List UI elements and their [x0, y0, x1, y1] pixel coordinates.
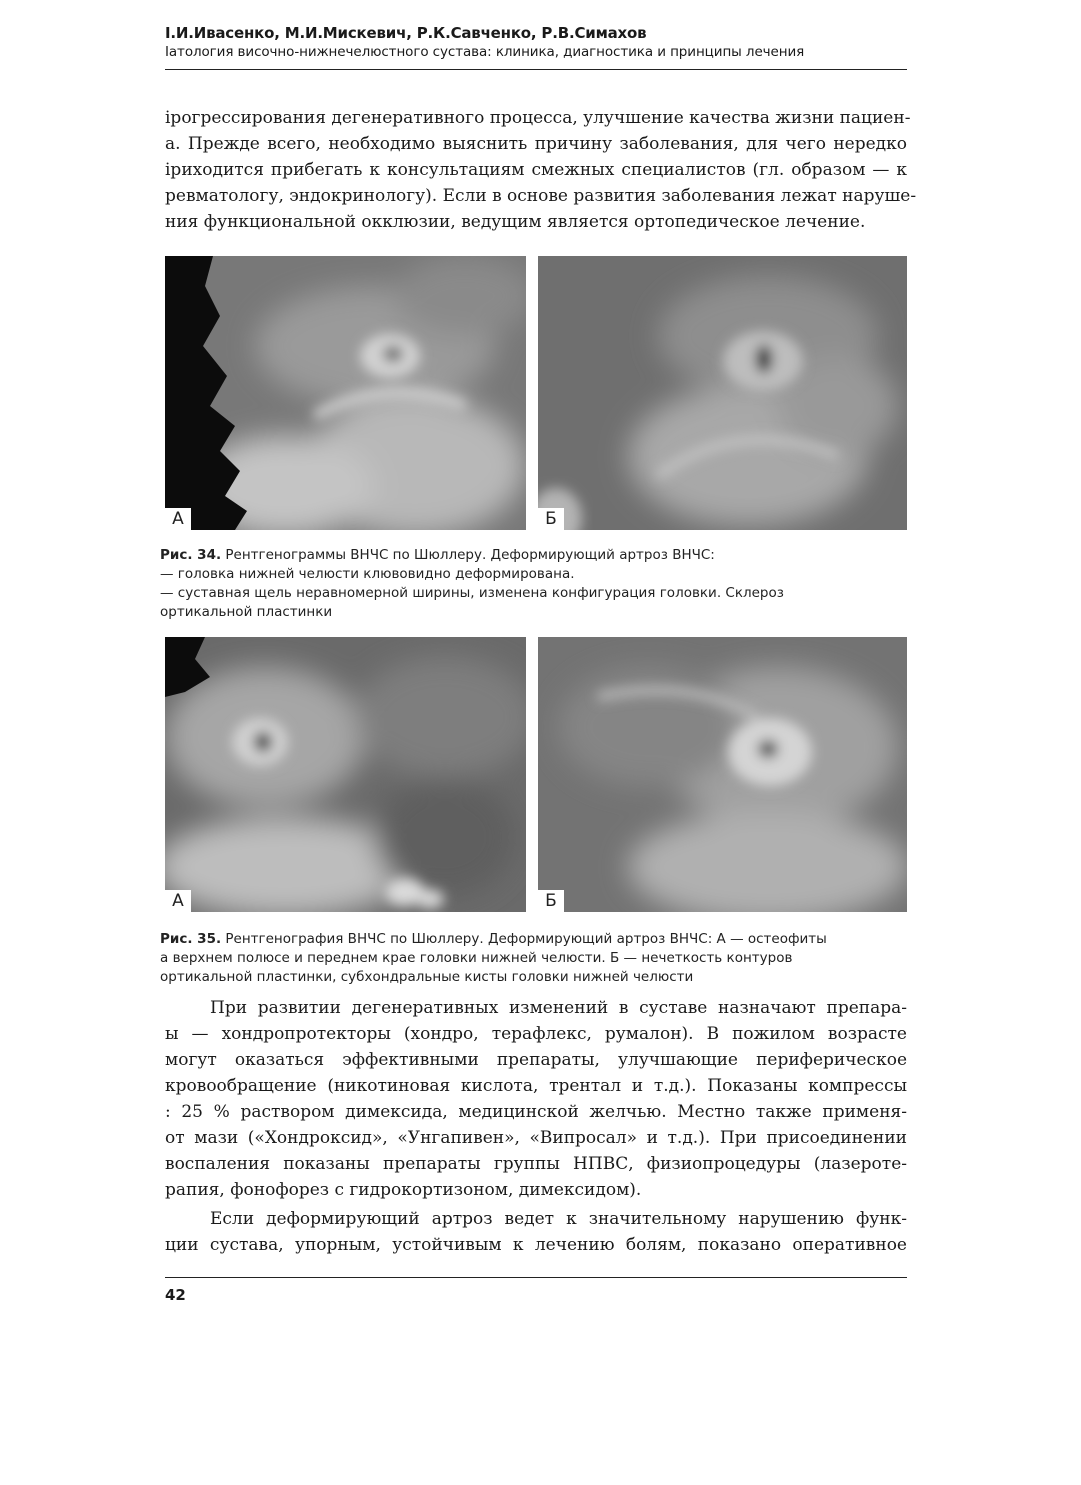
caption-line: Рентгенограммы ВНЧС по Шюллеру. Деформирующий артроз ВНЧС:: [221, 547, 715, 563]
figure-35-caption: [160, 930, 920, 987]
figure-35-label-a: А: [165, 890, 191, 912]
header-rule: [165, 69, 907, 70]
text-line: ы — хондропротекторы (хондро, терафлекс, румалон). В пожилом возрасте: [165, 1024, 907, 1044]
footer-rule: [165, 1277, 907, 1278]
text-line: могут оказаться эффективными препараты, улучшающие периферическое: [165, 1050, 907, 1070]
figure-34-a-xray: [165, 256, 526, 530]
text-line: ции сустава, упорным, устойчивым к лечению болям, показано оперативное: [165, 1235, 907, 1255]
figure-34-number: Рис. 34.: [160, 547, 222, 563]
text-line: от мази («Хондроксид», «Унгапивен», «Випросал» и т.д.). При присоединении: [165, 1128, 907, 1148]
text-line: ния функциональной окклюзии, ведущим является ортопедическое лечение.: [165, 212, 866, 232]
figure-35-number: Рис. 35.: [160, 931, 222, 947]
caption-line: Рентгенография ВНЧС по Шюллеру. Деформирующий артроз ВНЧС: А — остеофиты: [221, 931, 827, 947]
text-line: рапия, фонофорез с гидрокортизоном, димексидом).: [165, 1180, 642, 1200]
text-line: іриходится прибегать к консультациям смежных специалистов (гл. образом — к: [165, 160, 907, 180]
caption-line: — головка нижней челюсти клювовидно деформирована.: [160, 566, 575, 582]
figure-35-a-xray: [165, 637, 526, 912]
running-header-title: Іатология височно-нижнечелюстного сустава: клиника, диагностика и принципы лечения: [165, 44, 805, 60]
text-line: При развитии дегенеративных изменений в суставе назначают препара-: [210, 998, 907, 1018]
page-number: 42: [165, 1286, 186, 1304]
caption-line: а верхнем полюсе и переднем крае головки нижней челюсти. Б — нечеткость контуров: [160, 950, 793, 966]
figure-34-label-b: Б: [538, 508, 564, 530]
running-header-authors: І.И.Ивасенко, М.И.Мискевич, Р.К.Савченко, Р.В.Симахов: [165, 24, 647, 42]
caption-line: ортикальной пластинки, субхондральные кисты головки нижней челюсти: [160, 969, 694, 985]
text-line: кровообращение (никотиновая кислота, трентал и т.д.). Показаны компрессы: [165, 1076, 907, 1096]
figure-35-label-b: Б: [538, 890, 564, 912]
figure-34-label-a: А: [165, 508, 191, 530]
text-line: : 25 % раствором димексида, медицинской желчью. Местно также применя-: [165, 1102, 907, 1122]
caption-line: ортикальной пластинки: [160, 604, 333, 620]
text-line: воспаления показаны препараты группы НПВС, физиопроцедуры (лазероте-: [165, 1154, 907, 1174]
paragraph-2: [165, 995, 907, 1203]
paragraph-3: [165, 1206, 907, 1258]
text-line: а. Прежде всего, необходимо выяснить причину заболевания, для чего нередко: [165, 134, 907, 154]
paragraph-1: [165, 105, 917, 235]
figure-34-b-xray: [538, 256, 907, 530]
text-line: Если деформирующий артроз ведет к значительному нарушению функ-: [210, 1209, 907, 1229]
text-line: ірогрессирования дегенеративного процесса, улучшение качества жизни пациен-: [165, 108, 911, 128]
text-line: ревматологу, эндокринологу). Если в основе развития заболевания лежат наруше-: [165, 186, 917, 206]
figure-34-caption: [160, 546, 920, 622]
caption-line: — суставная щель неравномерной ширины, изменена конфигурация головки. Склероз: [160, 585, 784, 601]
figure-35-b-xray: [538, 637, 907, 912]
